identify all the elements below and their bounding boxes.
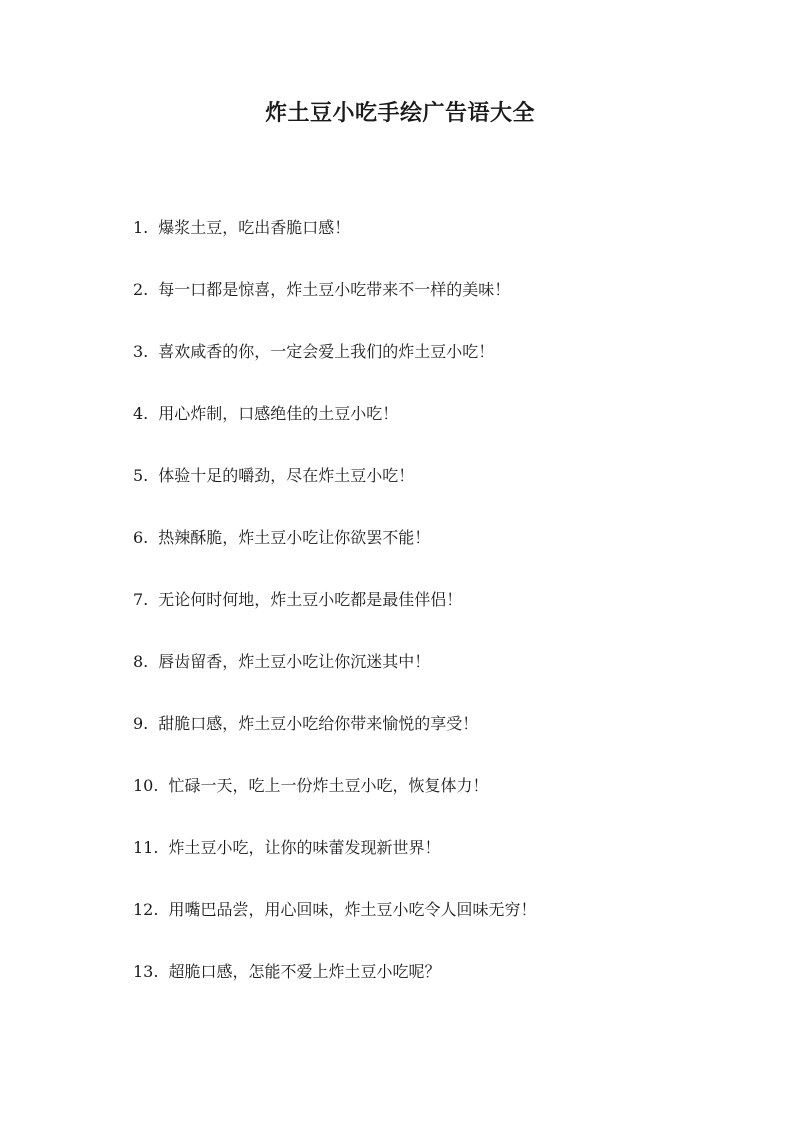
document-title: 炸土豆小吃手绘广告语大全 <box>264 100 535 126</box>
item-text: 超脆口感，怎能不爱上炸土豆小吃呢？ <box>168 962 441 981</box>
item-number: 2. <box>133 280 149 299</box>
item-number: 8. <box>133 652 149 671</box>
item-number: 3. <box>133 342 149 361</box>
item-text: 体验十足的嚼劲，尽在炸土豆小吃！ <box>158 466 415 485</box>
list-item <box>133 772 536 834</box>
item-text: 用嘴巴品尝，用心回味，炸土豆小吃令人回味无穷！ <box>168 900 537 919</box>
list-item <box>133 524 536 586</box>
list-item <box>133 214 536 276</box>
item-number: 10. <box>133 776 159 795</box>
slogan-list <box>133 214 536 1020</box>
list-item <box>133 710 536 772</box>
list-item <box>133 896 536 958</box>
list-item <box>133 648 536 710</box>
list-item <box>133 276 536 338</box>
item-text: 热辣酥脆，炸土豆小吃让你欲罢不能！ <box>158 528 431 547</box>
item-text: 唇齿留香，炸土豆小吃让你沉迷其中！ <box>158 652 431 671</box>
item-number: 13. <box>133 962 159 981</box>
item-number: 1. <box>133 218 149 237</box>
list-item <box>133 462 536 524</box>
list-item <box>133 958 536 1020</box>
item-number: 5. <box>133 466 149 485</box>
list-item <box>133 586 536 648</box>
item-number: 6. <box>133 528 149 547</box>
list-item <box>133 400 536 462</box>
item-text: 甜脆口感，炸土豆小吃给你带来愉悦的享受！ <box>158 714 479 733</box>
item-text: 爆浆土豆，吃出香脆口感！ <box>158 218 351 237</box>
item-text: 用心炸制，口感绝佳的土豆小吃！ <box>158 404 399 423</box>
item-text: 无论何时何地，炸土豆小吃都是最佳伴侣！ <box>158 590 463 609</box>
item-number: 4. <box>133 404 149 423</box>
item-number: 9. <box>133 714 149 733</box>
list-item <box>133 338 536 400</box>
item-text: 忙碌一天，吃上一份炸土豆小吃，恢复体力！ <box>168 776 489 795</box>
item-number: 12. <box>133 900 159 919</box>
item-text: 炸土豆小吃，让你的味蕾发现新世界！ <box>168 838 441 857</box>
item-text: 喜欢咸香的你，一定会爱上我们的炸土豆小吃！ <box>158 342 495 361</box>
item-text: 每一口都是惊喜，炸土豆小吃带来不一样的美味！ <box>158 280 511 299</box>
list-item <box>133 834 536 896</box>
item-number: 7. <box>133 590 149 609</box>
item-number: 11. <box>133 838 159 857</box>
